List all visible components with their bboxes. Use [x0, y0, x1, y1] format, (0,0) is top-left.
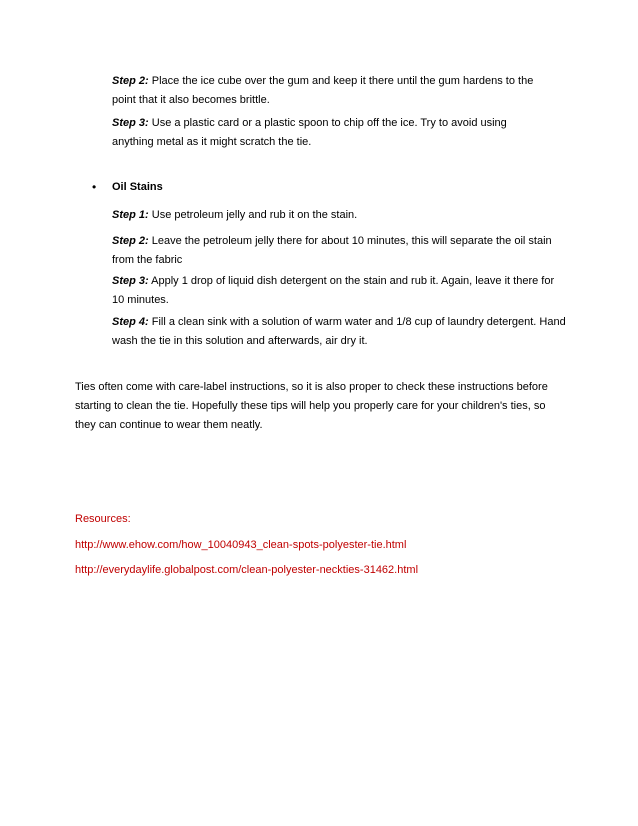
- resources-heading: Resources:: [75, 513, 131, 525]
- oil-step-3: [112, 272, 562, 310]
- step-label: Step 1:: [112, 209, 149, 221]
- oil-step-4: [112, 313, 567, 351]
- oil-step-1: [112, 206, 557, 225]
- step-text: Use petroleum jelly and rub it on the stain.: [148, 209, 358, 221]
- step-label: Step 3:: [112, 117, 149, 129]
- oil-step-2: [112, 232, 557, 270]
- step-label: Step 4:: [112, 316, 149, 328]
- resource-link-2[interactable]: http://everydaylife.globalpost.com/clean-polyester-neckties-31462.html: [75, 564, 419, 576]
- step-label: Step 2:: [112, 75, 149, 87]
- closing-paragraph: Ties often come with care-label instructions, so it is also proper to check these instructions before starting to clean the tie. Hopefully these tips will help you properly care for your children's ties, so they can continue to wear them neatly.: [75, 381, 548, 431]
- step-label: Step 2:: [112, 235, 149, 247]
- step-text: Place the ice cube over the gum and keep it there until the gum hardens to the point that it also becomes brittle.: [112, 75, 534, 106]
- step-label: Step 3:: [112, 275, 149, 287]
- step-text: Use a plastic card or a plastic spoon to chip off the ice. Try to avoid using anything metal as it might scratch the tie.: [112, 117, 507, 148]
- oil-stains-heading: Oil Stains: [112, 181, 163, 193]
- bullet-icon: •: [92, 180, 97, 194]
- step-text: Apply 1 drop of liquid dish detergent on the stain and rub it. Again, leave it there for 10 minutes.: [112, 275, 555, 306]
- gum-step-3: [112, 114, 537, 152]
- step-text: Fill a clean sink with a solution of warm water and 1/8 cup of laundry detergent. Hand wash the tie in this solution and afterwards, air dry it.: [112, 316, 566, 347]
- resource-link-1[interactable]: http://www.ehow.com/how_10040943_clean-spots-polyester-tie.html: [75, 539, 407, 551]
- step-text: Leave the petroleum jelly there for about 10 minutes, this will separate the oil stain from the fabric: [112, 235, 552, 266]
- gum-step-2: [112, 72, 557, 110]
